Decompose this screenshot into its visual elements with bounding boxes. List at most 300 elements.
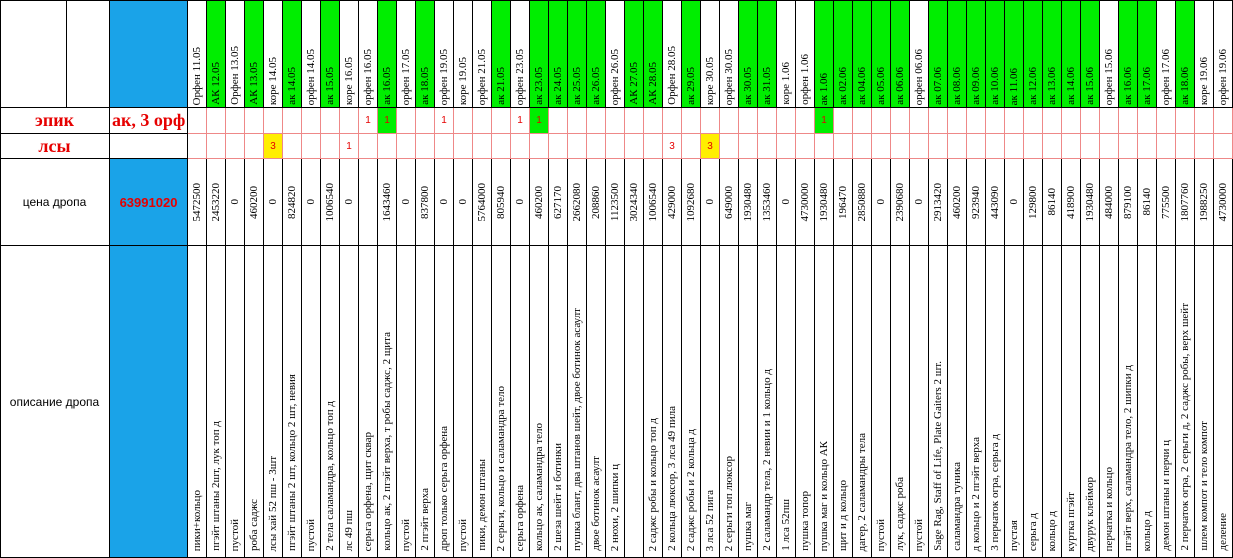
column-header[interactable] [207,0,226,108]
price-cell[interactable] [492,159,511,246]
lcs-cell[interactable] [416,134,435,159]
epic-cell[interactable] [739,108,758,134]
epic-cell[interactable] [245,108,264,134]
lcs-cell[interactable] [796,134,815,159]
description-cell[interactable] [1214,246,1233,558]
lcs-cell[interactable] [340,134,359,159]
column-header[interactable] [929,0,948,108]
price-cell[interactable] [1024,159,1043,246]
column-header[interactable] [188,0,207,108]
column-header[interactable] [986,0,1005,108]
epic-cell[interactable] [378,108,397,134]
description-cell[interactable] [796,246,815,558]
description-cell[interactable] [587,246,606,558]
epic-cell[interactable] [606,108,625,134]
lcs-cell[interactable] [226,134,245,159]
price-cell[interactable] [948,159,967,246]
description-cell[interactable] [264,246,283,558]
price-cell[interactable] [1195,159,1214,246]
epic-cell[interactable] [188,108,207,134]
price-cell[interactable] [1043,159,1062,246]
lcs-cell[interactable] [701,134,720,159]
price-cell[interactable] [473,159,492,246]
price-cell[interactable] [834,159,853,246]
epic-cell[interactable] [1043,108,1062,134]
price-cell[interactable] [1138,159,1157,246]
description-cell[interactable] [1024,246,1043,558]
lcs-cell[interactable] [815,134,834,159]
description-cell[interactable] [1081,246,1100,558]
price-cell[interactable] [872,159,891,246]
lcs-cell[interactable] [625,134,644,159]
row-label-cell[interactable] [0,0,67,108]
price-cell[interactable] [511,159,530,246]
column-header[interactable] [530,0,549,108]
lcs-cell[interactable] [739,134,758,159]
column-header[interactable] [340,0,359,108]
column-header[interactable] [568,0,587,108]
description-cell[interactable] [948,246,967,558]
lcs-cell[interactable] [1005,134,1024,159]
price-cell[interactable] [1176,159,1195,246]
drop-price: 0 [457,199,469,205]
price-cell[interactable] [701,159,720,246]
column-header[interactable] [264,0,283,108]
column-header[interactable] [891,0,910,108]
description-cell[interactable] [473,246,492,558]
column-header[interactable] [777,0,796,108]
column-header[interactable] [682,0,701,108]
lcs-cell[interactable] [663,134,682,159]
epic-cell[interactable] [435,108,454,134]
lcs-cell[interactable] [454,134,473,159]
description-cell[interactable] [1119,246,1138,558]
column-header[interactable] [834,0,853,108]
price-cell[interactable] [777,159,796,246]
lcs-cell[interactable] [1195,134,1214,159]
drop-price: 1988250 [1198,182,1210,222]
drop-description: 2 перчаток огра, 2 серьги д, 2 саджс робы, верх шейт [1179,303,1191,551]
column-header[interactable] [321,0,340,108]
description-cell[interactable] [416,246,435,558]
lcs-cell[interactable] [910,134,929,159]
lcs-cell[interactable] [587,134,606,159]
summary-column-cell[interactable] [110,246,188,558]
lcs-cell[interactable] [834,134,853,159]
epic-cell[interactable] [207,108,226,134]
price-cell[interactable] [188,159,207,246]
row-label-cell[interactable] [0,108,110,134]
price-cell[interactable] [226,159,245,246]
description-cell[interactable] [853,246,872,558]
description-cell[interactable] [397,246,416,558]
price-cell[interactable] [815,159,834,246]
price-cell[interactable] [986,159,1005,246]
column-header[interactable] [1138,0,1157,108]
epic-cell[interactable] [1100,108,1119,134]
epic-cell[interactable] [625,108,644,134]
lcs-cell[interactable] [378,134,397,159]
price-cell[interactable] [1100,159,1119,246]
epic-cell[interactable] [853,108,872,134]
epic-cell[interactable] [663,108,682,134]
price-cell[interactable] [283,159,302,246]
drop-description: пушка маг [742,502,754,551]
epic-cell[interactable] [321,108,340,134]
column-header[interactable] [302,0,321,108]
column-header-text: ак 29.05 [685,67,697,105]
lcs-cell[interactable] [511,134,530,159]
epic-cell[interactable] [359,108,378,134]
epic-cell[interactable] [815,108,834,134]
description-cell[interactable] [207,246,226,558]
header-spacer-cell[interactable] [67,0,110,108]
lcs-cell[interactable] [1062,134,1081,159]
epic-cell[interactable] [226,108,245,134]
price-cell[interactable] [967,159,986,246]
price-cell[interactable] [1081,159,1100,246]
lcs-cell[interactable] [473,134,492,159]
description-cell[interactable] [777,246,796,558]
lcs-cell[interactable] [283,134,302,159]
drop-description: щит и д кольцо [837,480,849,551]
column-header[interactable] [1081,0,1100,108]
column-header[interactable] [416,0,435,108]
epic-cell[interactable] [834,108,853,134]
drop-price: 2662080 [571,182,583,222]
description-cell[interactable] [530,246,549,558]
description-cell[interactable] [758,246,777,558]
price-cell[interactable] [644,159,663,246]
column-header[interactable] [397,0,416,108]
column-header[interactable] [549,0,568,108]
lcs-cell[interactable] [853,134,872,159]
description-cell[interactable] [739,246,758,558]
column-header[interactable] [625,0,644,108]
price-cell[interactable] [568,159,587,246]
lcs-cell[interactable] [1157,134,1176,159]
column-header[interactable] [1119,0,1138,108]
column-header[interactable] [1100,0,1119,108]
lcs-cell[interactable] [1024,134,1043,159]
column-header[interactable] [872,0,891,108]
lcs-cell[interactable] [720,134,739,159]
lcs-cell[interactable] [1138,134,1157,159]
lcs-cell[interactable] [1214,134,1233,159]
price-cell[interactable] [1005,159,1024,246]
row-label-cell[interactable] [0,159,110,246]
epic-cell[interactable] [644,108,663,134]
description-cell[interactable] [929,246,948,558]
column-header[interactable] [758,0,777,108]
lcs-cell[interactable] [929,134,948,159]
price-cell[interactable] [549,159,568,246]
epic-cell[interactable] [530,108,549,134]
column-header[interactable] [701,0,720,108]
lcs-cell[interactable] [302,134,321,159]
description-cell[interactable] [359,246,378,558]
description-cell[interactable] [1195,246,1214,558]
column-header[interactable] [1043,0,1062,108]
description-cell[interactable] [986,246,1005,558]
price-cell[interactable] [359,159,378,246]
price-cell[interactable] [416,159,435,246]
epic-cell[interactable] [758,108,777,134]
row-label-cell[interactable] [0,134,110,159]
column-header-text: орфен 30.05 [723,48,735,105]
summary-column-cell[interactable] [110,0,188,108]
description-cell[interactable] [302,246,321,558]
epic-cell[interactable] [682,108,701,134]
description-cell[interactable] [511,246,530,558]
description-cell[interactable] [492,246,511,558]
lcs-cell[interactable] [397,134,416,159]
column-header[interactable] [1062,0,1081,108]
lcs-cell[interactable] [1119,134,1138,159]
price-cell[interactable] [1119,159,1138,246]
lcs-cell[interactable] [530,134,549,159]
lcs-cell[interactable] [1043,134,1062,159]
column-header[interactable] [511,0,530,108]
column-header[interactable] [663,0,682,108]
column-header-text: ак 15.05 [324,67,336,105]
description-cell[interactable] [815,246,834,558]
description-cell[interactable] [283,246,302,558]
lcs-cell[interactable] [549,134,568,159]
epic-cell[interactable] [1157,108,1176,134]
description-cell[interactable] [1062,246,1081,558]
column-header[interactable] [1157,0,1176,108]
epic-cell[interactable] [397,108,416,134]
price-cell[interactable] [454,159,473,246]
column-header[interactable] [492,0,511,108]
lcs-cell[interactable] [606,134,625,159]
column-header[interactable] [1176,0,1195,108]
summary-column-cell[interactable] [110,159,188,246]
column-header[interactable] [1195,0,1214,108]
description-cell[interactable] [340,246,359,558]
column-header[interactable] [739,0,758,108]
epic-cell[interactable] [948,108,967,134]
description-cell[interactable] [1043,246,1062,558]
description-cell[interactable] [682,246,701,558]
epic-cell[interactable] [872,108,891,134]
lcs-cell[interactable] [435,134,454,159]
epic-cell[interactable] [1119,108,1138,134]
description-cell[interactable] [454,246,473,558]
epic-cell[interactable] [1138,108,1157,134]
price-cell[interactable] [1214,159,1233,246]
price-cell[interactable] [264,159,283,246]
description-cell[interactable] [1176,246,1195,558]
epic-cell[interactable] [1214,108,1233,134]
column-header[interactable] [245,0,264,108]
drop-description: серьга д [1027,512,1039,551]
description-cell[interactable] [625,246,644,558]
price-cell[interactable] [207,159,226,246]
epic-cell[interactable] [283,108,302,134]
lcs-cell[interactable] [188,134,207,159]
column-header[interactable] [283,0,302,108]
epic-cell[interactable] [929,108,948,134]
epic-cell[interactable] [340,108,359,134]
epic-cell[interactable] [492,108,511,134]
price-cell[interactable] [302,159,321,246]
column-header[interactable] [1024,0,1043,108]
price-cell[interactable] [587,159,606,246]
description-cell[interactable] [245,246,264,558]
lcs-cell[interactable] [1081,134,1100,159]
description-cell[interactable] [188,246,207,558]
epic-cell[interactable] [910,108,929,134]
description-cell[interactable] [226,246,245,558]
epic-cell[interactable] [967,108,986,134]
lcs-cell[interactable] [777,134,796,159]
epic-cell[interactable] [720,108,739,134]
description-cell[interactable] [872,246,891,558]
column-header[interactable] [435,0,454,108]
description-cell[interactable] [834,246,853,558]
price-cell[interactable] [245,159,264,246]
price-cell[interactable] [321,159,340,246]
description-cell[interactable] [606,246,625,558]
price-cell[interactable] [663,159,682,246]
lcs-cell[interactable] [891,134,910,159]
epic-cell[interactable] [302,108,321,134]
price-cell[interactable] [435,159,454,246]
description-cell[interactable] [549,246,568,558]
price-cell[interactable] [340,159,359,246]
summary-column-cell[interactable] [110,134,188,159]
price-cell[interactable] [796,159,815,246]
description-cell[interactable] [1005,246,1024,558]
lcs-cell[interactable] [492,134,511,159]
price-cell[interactable] [378,159,397,246]
column-header[interactable] [853,0,872,108]
column-header[interactable] [606,0,625,108]
column-header[interactable] [796,0,815,108]
drop-price: 1930480 [742,182,754,222]
column-header[interactable] [948,0,967,108]
epic-cell[interactable] [568,108,587,134]
price-cell[interactable] [929,159,948,246]
column-header[interactable] [1005,0,1024,108]
epic-cell[interactable] [1024,108,1043,134]
epic-cell[interactable] [796,108,815,134]
epic-cell[interactable] [1062,108,1081,134]
epic-cell[interactable] [777,108,796,134]
lcs-cell[interactable] [758,134,777,159]
lcs-cell[interactable] [207,134,226,159]
lcs-cell[interactable] [967,134,986,159]
lcs-cell[interactable] [359,134,378,159]
epic-cell[interactable] [264,108,283,134]
description-cell[interactable] [568,246,587,558]
epic-cell[interactable] [587,108,606,134]
drop-description: кольцо ак, саламандра тело [533,423,545,551]
description-cell[interactable] [891,246,910,558]
row-label-cell[interactable] [0,246,110,558]
description-cell[interactable] [967,246,986,558]
column-header-text: орфен 26.05 [609,48,621,105]
column-header[interactable] [473,0,492,108]
epic-cell[interactable] [473,108,492,134]
lcs-cell[interactable] [568,134,587,159]
description-cell[interactable] [701,246,720,558]
price-cell[interactable] [891,159,910,246]
column-header[interactable] [226,0,245,108]
epic-cell[interactable] [986,108,1005,134]
price-cell[interactable] [682,159,701,246]
lcs-cell[interactable] [245,134,264,159]
lcs-cell[interactable] [948,134,967,159]
epic-cell[interactable] [1005,108,1024,134]
lcs-cell[interactable] [321,134,340,159]
price-cell[interactable] [739,159,758,246]
column-header[interactable] [815,0,834,108]
price-cell[interactable] [625,159,644,246]
epic-cell[interactable] [511,108,530,134]
drop-price: 805940 [495,185,507,219]
epic-cell[interactable] [1176,108,1195,134]
column-header[interactable] [454,0,473,108]
price-cell[interactable] [606,159,625,246]
description-cell[interactable] [720,246,739,558]
epic-cell[interactable] [1081,108,1100,134]
description-cell[interactable] [1100,246,1119,558]
description-cell[interactable] [663,246,682,558]
description-cell[interactable] [644,246,663,558]
column-header[interactable] [378,0,397,108]
epic-cell[interactable] [416,108,435,134]
column-header[interactable] [359,0,378,108]
price-cell[interactable] [910,159,929,246]
description-cell[interactable] [321,246,340,558]
lcs-cell[interactable] [264,134,283,159]
price-cell[interactable] [397,159,416,246]
epic-cell[interactable] [549,108,568,134]
lcs-cell[interactable] [1100,134,1119,159]
price-cell[interactable] [530,159,549,246]
price-cell[interactable] [758,159,777,246]
lcs-cell[interactable] [872,134,891,159]
lcs-cell[interactable] [1176,134,1195,159]
description-cell[interactable] [1157,246,1176,558]
column-header[interactable] [587,0,606,108]
price-cell[interactable] [720,159,739,246]
description-cell[interactable] [378,246,397,558]
epic-cell[interactable] [1195,108,1214,134]
description-cell[interactable] [435,246,454,558]
column-header[interactable] [967,0,986,108]
lcs-cell[interactable] [682,134,701,159]
summary-column-cell[interactable] [110,108,188,134]
column-header[interactable] [1214,0,1233,108]
lcs-cell[interactable] [986,134,1005,159]
column-header[interactable] [644,0,663,108]
epic-cell[interactable] [454,108,473,134]
epic-cell[interactable] [701,108,720,134]
lcs-cell[interactable] [644,134,663,159]
price-cell[interactable] [1157,159,1176,246]
column-header[interactable] [910,0,929,108]
price-cell[interactable] [853,159,872,246]
price-cell[interactable] [1062,159,1081,246]
column-header[interactable] [720,0,739,108]
epic-cell[interactable] [891,108,910,134]
description-cell[interactable] [910,246,929,558]
description-cell[interactable] [1138,246,1157,558]
